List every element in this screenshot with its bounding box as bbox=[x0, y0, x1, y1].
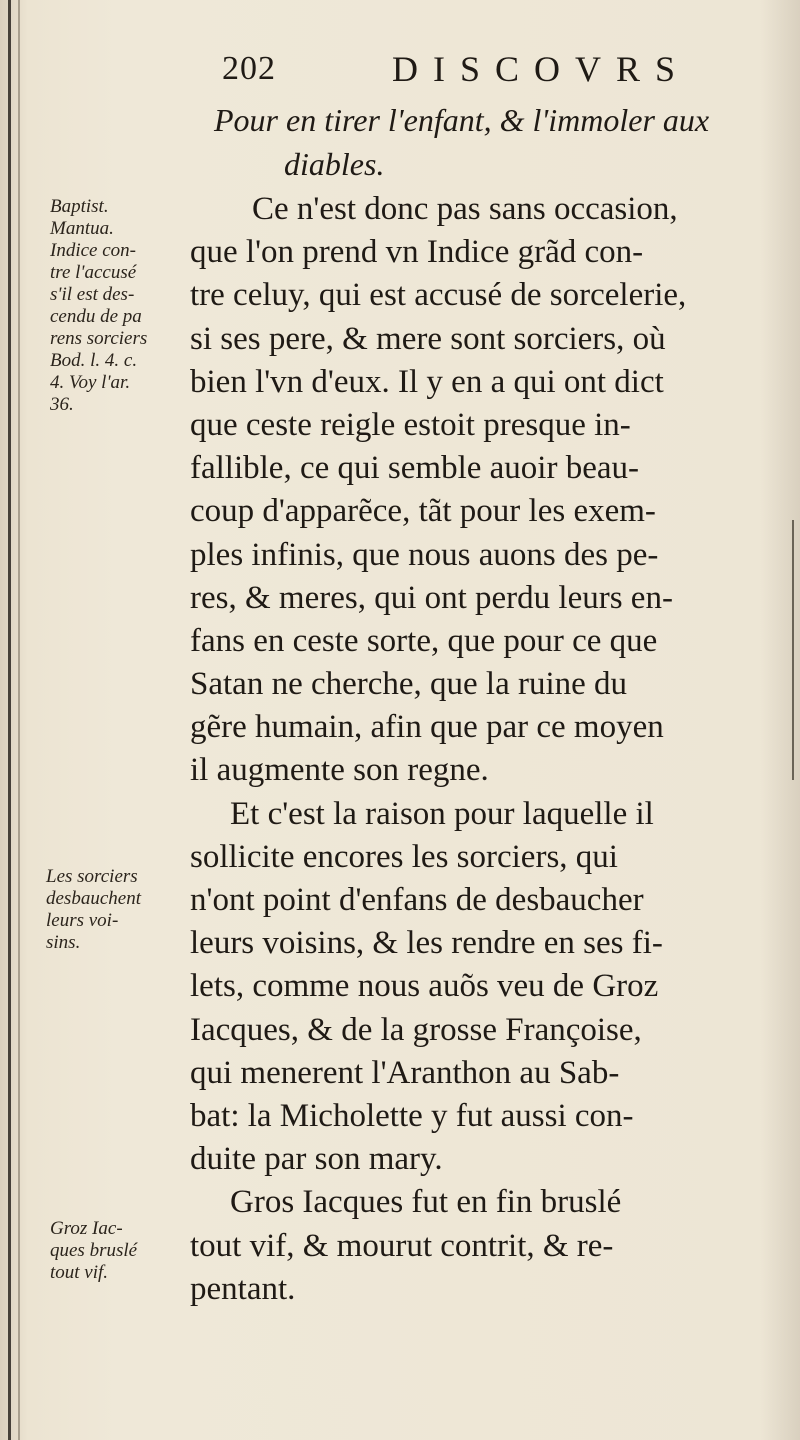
body-line: leurs voisins, & les rendre en ses fi- bbox=[190, 925, 663, 962]
margin-note-line: rens sorciers bbox=[50, 328, 148, 349]
body-line: Gros Iacques fut en fin bruslé bbox=[230, 1184, 622, 1221]
body-line: bien l'vn d'eux. Il y en a qui ont dict bbox=[190, 363, 664, 400]
section-heading bbox=[214, 98, 774, 186]
body-line: gẽre humain, afin que par ce moyen bbox=[190, 709, 664, 746]
body-line: res, & meres, qui ont perdu leurs en- bbox=[190, 579, 673, 616]
page-edge bbox=[792, 520, 794, 780]
margin-note-line: tre l'accusé bbox=[50, 262, 137, 283]
margin-note-line: 4. Voy l'ar. bbox=[50, 372, 131, 393]
body-line: bat: la Micholette y fut aussi con- bbox=[190, 1097, 634, 1134]
margin-note-sorciers bbox=[46, 866, 196, 954]
margin-note-line: Groz Iac- bbox=[50, 1218, 123, 1239]
margin-note-line: 36. bbox=[50, 394, 74, 415]
body-line: sollicite encores les sorciers, qui bbox=[190, 838, 618, 875]
margin-note-line: tout vif. bbox=[50, 1262, 109, 1283]
margin-note-line: leurs voi- bbox=[46, 910, 119, 931]
heading-line: Pour en tirer l'enfant, & l'immoler aux bbox=[214, 102, 710, 138]
body-line: coup d'apparẽce, tãt pour les exem- bbox=[190, 493, 656, 530]
margin-note-line: s'il est des- bbox=[50, 284, 135, 305]
running-head bbox=[0, 48, 800, 92]
body-line: que ceste reigle estoit presque in- bbox=[190, 406, 631, 443]
margin-note-line: cendu de pa bbox=[50, 306, 142, 327]
body-line: que l'on prend vn Indice grãd con- bbox=[190, 234, 644, 271]
body-line: tout vif, & mourut contrit, & re- bbox=[190, 1227, 614, 1264]
heading-line: diables. bbox=[284, 146, 385, 182]
body-line: duite par son mary. bbox=[190, 1141, 443, 1178]
body-line: Et c'est la raison pour laquelle il bbox=[230, 795, 654, 832]
body-line: n'ont point d'enfans de desbaucher bbox=[190, 882, 644, 918]
running-title: DISCOVRS bbox=[392, 49, 691, 89]
body-line: Ce n'est donc pas sans occasion, bbox=[252, 191, 678, 227]
body-text bbox=[190, 188, 770, 1311]
margin-note-line: Mantua. bbox=[50, 218, 114, 239]
body-line: fans en ceste sorte, que pour ce que bbox=[190, 622, 658, 659]
body-line: Satan ne cherche, que la ruine du bbox=[190, 666, 628, 703]
margin-note-line: Baptist. bbox=[50, 196, 109, 217]
body-line: lets, comme nous auõs veu de Groz bbox=[190, 968, 659, 1005]
body-line: qui menerent l'Aranthon au Sab- bbox=[190, 1054, 620, 1091]
margin-note-groz-iacques bbox=[50, 1218, 200, 1284]
margin-note-line: Indice con- bbox=[50, 240, 136, 261]
body-line: il augmente son regne. bbox=[190, 752, 489, 789]
margin-note-line: ques bruslé bbox=[50, 1240, 138, 1261]
body-line: tre celuy, qui est accusé de sorcelerie, bbox=[190, 277, 687, 314]
gutter-crease bbox=[18, 0, 20, 1440]
body-line: si ses pere, & mere sont sorciers, où bbox=[190, 320, 666, 357]
body-line: ples infinis, que nous auons des pe- bbox=[190, 536, 659, 573]
margin-note-indice bbox=[50, 196, 200, 416]
body-line: Iacques, & de la grosse Françoise, bbox=[190, 1011, 642, 1048]
margin-note-line: sins. bbox=[46, 932, 81, 953]
page-number: 202 bbox=[222, 50, 276, 87]
margin-note-line: Bod. l. 4. c. bbox=[50, 350, 138, 371]
margin-note-line: desbauchent bbox=[46, 888, 141, 909]
gutter-shadow bbox=[8, 0, 11, 1440]
body-line: fallible, ce qui semble auoir beau- bbox=[190, 450, 639, 487]
body-line: pentant. bbox=[190, 1270, 296, 1307]
margin-note-line: Les sorciers bbox=[46, 866, 138, 887]
